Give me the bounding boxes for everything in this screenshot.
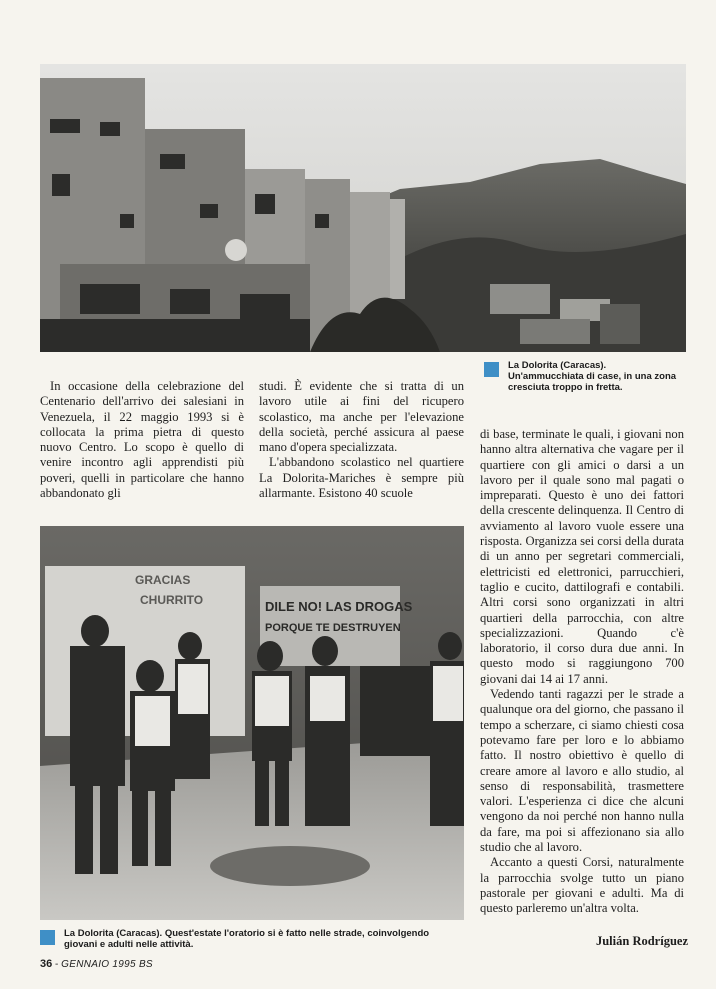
article-paragraph: In occasione della celebrazione del Centenario dell'arrivo dei salesiani in Venezuela, il 22 maggio 1993 si è collocata la prima pietra di questo nuovo Centro. Lo scopo è quello di venire incontro agli apprendisti più poveri, quelli in particolare che hanno abbandonato gli bbox=[40, 379, 244, 501]
caption-top-text: Un'ammucchiata di case, in una zona cresciuta troppo in fretta. bbox=[508, 371, 677, 393]
mural-text-churrito: CHURRITO bbox=[140, 593, 204, 607]
article-paragraph: Vedendo tanti ragazzi per le strade a qualunque ora del giorno, che passano il tempo a scherzare, ci siamo chiesti cosa potevamo fare per loro e lo abbiamo fatto. Il nostro obiettivo è quello di creare amore al lavoro e allo studio, al senso di responsabilità, trasmettere valori. L'esperienza ci dice che alcuni vengono da noi perché non hanno nulla da fare, ma poi si affezionano sia allo studio che al lavoro. bbox=[480, 687, 684, 855]
caption-bottom-text: La Dolorita (Caracas). Quest'estate l'oratorio si è fatto nelle strade, coinvolgendo giovani e adulti nelle attività. bbox=[64, 928, 430, 950]
article-paragraph: Accanto a questi Corsi, naturalmente la parrocchia svolge tutto un piano pastorale per giovani e adulti. Ma di questo parleremo un'altra volta. bbox=[480, 855, 684, 916]
article-column-2 bbox=[259, 379, 464, 501]
mural-text-destruyen: PORQUE TE DESTRUYEN bbox=[265, 622, 401, 634]
mural-text-drogas: DILE NO! LAS DROGAS bbox=[265, 599, 413, 614]
caption-marker-square bbox=[484, 362, 499, 377]
author-signature: Julián Rodríguez bbox=[595, 934, 688, 948]
article-paragraph: L'abbandono scolastico nel quartiere La Dolorita-Mariches è sempre più allarmante. Esistono 40 scuole bbox=[259, 455, 464, 501]
article-paragraph: di base, terminate le quali, i giovani non hanno altra alternativa che vagare per il quartiere con gli amici o darsi a un lavoro per il quale sono mal pagati o impreparati. Questo è uno dei fattori della crescente delinquenza. Il Centro di avviamento al lavoro vuole essere una risposta. Organizza sei corsi della durata di un anno per segretari commerciali, elettricisti ed elettronici, parrucchieri, taglio e cucito, dattilografi e contabili. Altri corsi sono organizzati in altri quartieri della parrocchia, con altre specializzazioni. Quando c'è laboratorio, il corso dura due anni. In questo modo si raggiungono 700 giovani dai 14 ai 17 anni. bbox=[480, 427, 684, 686]
mural-text-gracias: GRACIAS bbox=[135, 573, 191, 587]
caption-photo-top bbox=[484, 360, 694, 393]
issue-label: GENNAIO 1995 BS bbox=[61, 959, 153, 970]
article-column-3 bbox=[480, 427, 684, 917]
caption-marker-square bbox=[40, 930, 55, 945]
photo-street-oratory bbox=[40, 526, 464, 920]
footer-separator: - bbox=[52, 959, 62, 970]
page-number: 36 bbox=[40, 958, 53, 970]
page-footer bbox=[40, 958, 153, 970]
article-paragraph: studi. È evidente che si tratta di un lavoro utile ai fini del ricupero scolastico, ma anche per l'elevazione della società, perché assicura al paese mano d'opera specializzata. bbox=[259, 379, 464, 455]
article-column-1 bbox=[40, 379, 244, 501]
photo-hillside-houses bbox=[40, 64, 686, 352]
caption-photo-bottom bbox=[40, 928, 464, 950]
caption-top-title: La Dolorita (Caracas). bbox=[508, 360, 607, 371]
